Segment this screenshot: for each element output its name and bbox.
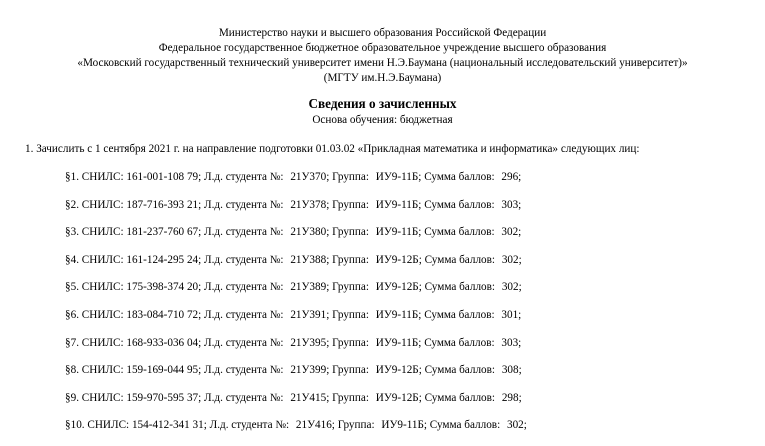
entry-score-label: Сумма баллов: [424,336,495,349]
entry-score-label: Сумма баллов: [429,419,501,432]
entry-group-label: Группа: [332,253,369,266]
entry-snils: СНИЛС: 181-237-760 67; [81,226,202,239]
list-item [65,280,527,308]
entry-student-id: 21У370; [290,171,330,183]
entry-group: ИУ9-11Б; [381,419,427,432]
entry-group-label: Группа: [332,226,369,239]
list-item [65,198,527,226]
entry-score: 302; [501,281,522,294]
list-item [65,363,527,391]
entry-group: ИУ9-12Б; [375,391,422,404]
entry-number: §8. [65,364,79,377]
list-item [65,225,527,253]
entry-score-label: Сумма баллов: [424,391,496,404]
entry-group: ИУ9-12Б; [375,253,422,266]
list-item [65,336,527,364]
entry-student-label: Л.д. студента №: [204,281,284,294]
entry-group: ИУ9-11Б; [375,226,422,239]
entry-group: ИУ9-11Б; [375,336,422,349]
entry-group-label: Группа: [332,364,369,377]
enrolled-list [65,170,527,446]
entry-number: §2. [65,198,79,211]
entry-number: §3. [65,226,79,239]
entry-group: ИУ9-11Б; [375,308,422,321]
page-title: Сведения о зачисленных [308,96,457,111]
entry-student-label: Л.д. студента №: [209,419,290,432]
entry-student-label: Л.д. студента №: [204,364,284,377]
entry-number: §4. [65,253,79,266]
entry-score-label: Сумма баллов: [424,308,495,321]
entry-score: 308; [501,364,522,377]
list-item [65,170,527,198]
entry-student-label: Л.д. студента №: [204,171,284,183]
entry-score-label: Сумма баллов: [424,226,495,239]
entry-score: 298; [501,391,522,404]
entry-group-label: Группа: [332,198,369,211]
entry-group-label: Группа: [332,171,369,183]
list-item [65,391,527,419]
document-header [0,26,765,86]
entry-snils: СНИЛС: 168-933-036 04; [81,336,202,349]
entry-number: §1. [65,171,79,183]
entry-student-label: Л.д. студента №: [204,253,284,266]
ministry-line: Министерство науки и высшего образования Российской Федерации [218,27,547,39]
entry-group: ИУ9-11Б; [375,171,422,183]
entry-score-label: Сумма баллов: [424,364,496,377]
entry-student-label: Л.д. студента №: [204,198,284,211]
entry-snils: СНИЛС: 161-001-108 79; [81,171,202,183]
entry-snils: СНИЛС: 187-716-393 21; [81,198,202,211]
university-name-line: «Московский государственный технический университет имени Н.Э.Баумана (национальный исследовательский университет)» [77,57,688,69]
entry-number: §9. [65,391,79,404]
entry-group: ИУ9-12Б; [375,364,422,377]
entry-score-label: Сумма баллов: [424,198,495,211]
university-abbr-line: (МГТУ им.Н.Э.Баумана) [323,72,442,84]
entry-score-label: Сумма баллов: [424,171,495,183]
entry-score: 303; [501,336,522,349]
entry-number: §6. [65,308,79,321]
entry-student-label: Л.д. студента №: [204,391,284,404]
entry-number: §10. [65,419,85,432]
entry-student-id: 21У380; [290,226,330,239]
entry-snils: СНИЛС: 161-124-295 24; [81,253,202,266]
entry-group-label: Группа: [332,281,369,294]
entry-student-id: 21У415; [290,391,330,404]
entry-student-label: Л.д. студента №: [204,308,284,321]
entry-score-label: Сумма баллов: [424,253,496,266]
entry-student-id: 21У395; [290,336,330,349]
entry-student-label: Л.д. студента №: [204,226,284,239]
entry-group: ИУ9-11Б; [375,198,422,211]
list-item [65,308,527,336]
entry-score: 303; [501,198,522,211]
entry-group: ИУ9-12Б; [375,281,422,294]
entry-number: §5. [65,281,79,294]
entry-student-id: 21У378; [290,198,330,211]
entry-group-label: Группа: [332,336,369,349]
entry-score: 302; [501,226,522,239]
study-basis: Основа обучения: бюджетная [312,114,453,126]
entry-student-id: 21У389; [290,281,330,294]
entry-student-id: 21У416; [295,419,335,432]
entry-snils: СНИЛС: 175-398-374 20; [81,281,202,294]
enrollment-order-text: 1. Зачислить с 1 сентября 2021 г. на направление подготовки 01.03.02 «Прикладная математика и информатика» следующих лиц: [25,143,640,155]
entry-score: 302; [501,253,522,266]
entry-score: 301; [501,308,522,321]
list-item [65,418,527,446]
entry-score-label: Сумма баллов: [424,281,496,294]
list-item [65,253,527,281]
entry-score: 302; [506,419,527,432]
entry-student-label: Л.д. студента №: [204,336,284,349]
entry-student-id: 21У391; [290,308,330,321]
institution-type-line: Федеральное государственное бюджетное образовательное учреждение высшего образования [158,42,607,54]
entry-student-id: 21У388; [290,253,330,266]
entry-group-label: Группа: [337,419,375,432]
entry-student-id: 21У399; [290,364,330,377]
entry-group-label: Группа: [332,391,369,404]
entry-score: 296; [501,171,522,183]
entry-number: §7. [65,336,79,349]
entry-snils: СНИЛС: 159-970-595 37; [81,391,202,404]
entry-snils: СНИЛС: 159-169-044 95; [81,364,202,377]
entry-snils: СНИЛС: 154-412-341 31; [87,419,207,432]
entry-snils: СНИЛС: 183-084-710 72; [81,308,202,321]
entry-group-label: Группа: [332,308,369,321]
